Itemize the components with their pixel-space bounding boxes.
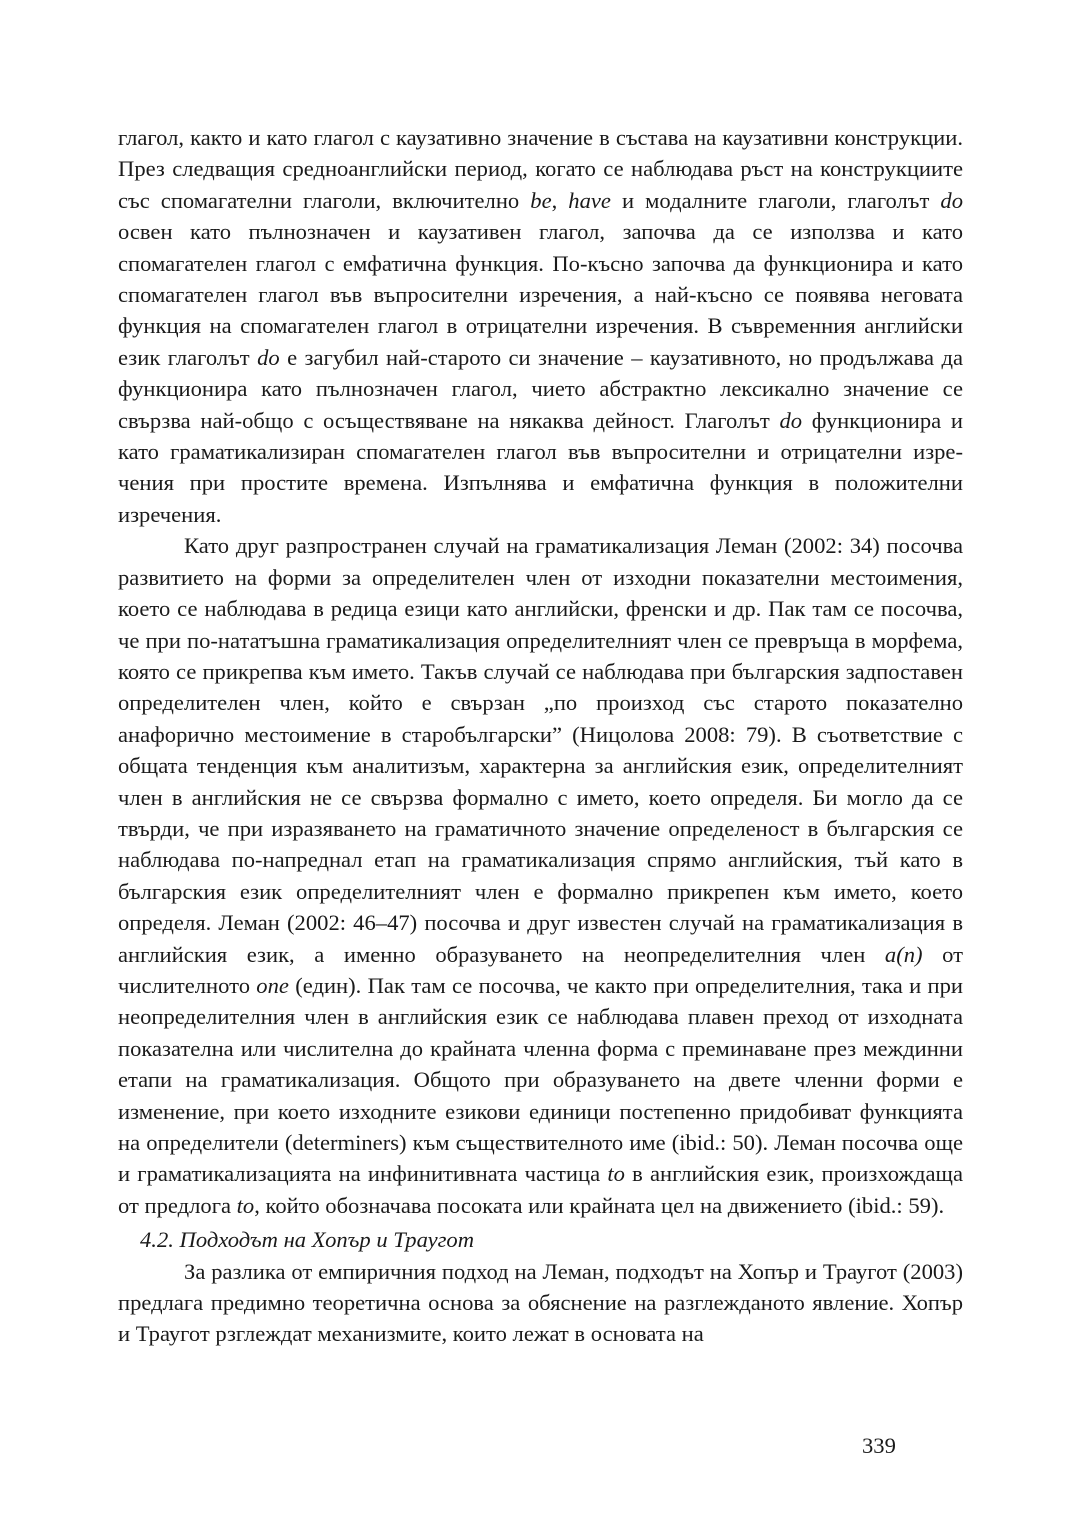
body-paragraph [118,122,963,530]
text-run: , [551,187,569,213]
italic-term: be [530,187,552,213]
body-paragraph: За разлика от емпиричния подход на Леман, подходът на Хопър и Траугот (2003) предлага предимно теоретична основа за обяснение на разглежданото явление. Хопър и Траугот рзглеждат механизмите, които лежат в основата на [118,1258,963,1347]
italic-term: do [779,407,803,433]
italic-term: have [568,187,611,213]
text-run: в английския език, произхождаща от предлога [118,1161,963,1218]
page-body [118,122,963,1350]
text-run: е загубил най-старото си значение – каузативното, но продължава да функционира като пълнозначен глагол, чието абстрактно лексикално значение се свързва най-общо с осъществяване на някаква дейност. Глаголът [118,344,963,433]
text-run: , който обозначава посоката или крайната цел на движението (ibid.: 59). [254,1192,945,1218]
text-run: освен като пълнозначен и каузативен глагол, започва да се използва и като спомагателен глагол с емфатична функция. По-късно започва да функционира и като спомагателен глагол във въпросителни изречения, а най-късно се появява неговата функция на спомагателен глагол в отрицателни изречения. В съвременния английски език глаголът [118,219,963,370]
page-number: 339 [862,1433,896,1458]
italic-term: to [607,1161,625,1187]
text-run: (един). Пак там се посочва, че както при определителния, така и при неопределителния член в английския език се наблюдава плавен преход от изходната показателна или числителна до крайната членна форма с преминаване през междинни етапи на граматикализация. Общото при образуването на двете членни форми е изменение, при което изходните езикови единици постепенно придобиват функцията на определители (determiners) към съществителното име (ibid.: 50). Леман посочва още и граматикализацията на инфинитивната частица [118,972,963,1187]
italic-term: to [236,1192,255,1218]
text-run: и модалните глаголи, глаголът [610,187,941,213]
italic-term: do [940,187,963,213]
italic-term: do [257,344,280,370]
section-heading: 4.2. Подходът на Хопър и Траугот [140,1227,475,1253]
text-run: глагол, както и като глагол с каузативно значение в състава на каузативни конструкции. През следващия средноанглийски период, когато се наблюдава ръст на конструкциите със спомагателни глаголи, включително [118,125,963,213]
text-run: от числителното [118,941,963,998]
body-paragraph [118,530,963,1221]
italic-term: one [256,972,289,998]
text-run: функционира и като граматикализиран спомагателен глагол във въпросителни и отрицателни изречения при простите времена. Изпълнява и емфатична функция в положителни изречения. [118,407,963,527]
text-run: Като друг разпространен случай на граматикализация Леман (2002: 34) посочва развитието на форми за определителен член от изходни показателни местоимения, което се наблюдава в редица езици като английски, френски и др. Пак там се посочва, че при по-нататъшна граматикализация определителният член се превръща в морфема, която се прикрепва към името. Такъв случай се наблюдава при българския задпоставен определителен член, който е свързан „по произход със старото показателно анафорично местоимение в старобългарски” (Ницолова 2008: 79). В съответствие с общата тенденция към аналитизъм, характерна за английския език, определителният член в английския не се свързва формално с името, което определя. Би могло да се твърди, че при изразяването на граматичното значение определеност в българския се наблюдава по-напреднал етап на граматикализация спрямо английския, тъй като в българския език определителният член е формално прикрепен към името, което определя. Леман (2002: 46–47) посочва и друг известен случай на граматикализация в английския език, а именно образуването на неопределителния член [118,533,963,967]
italic-term: a(n) [884,941,923,967]
